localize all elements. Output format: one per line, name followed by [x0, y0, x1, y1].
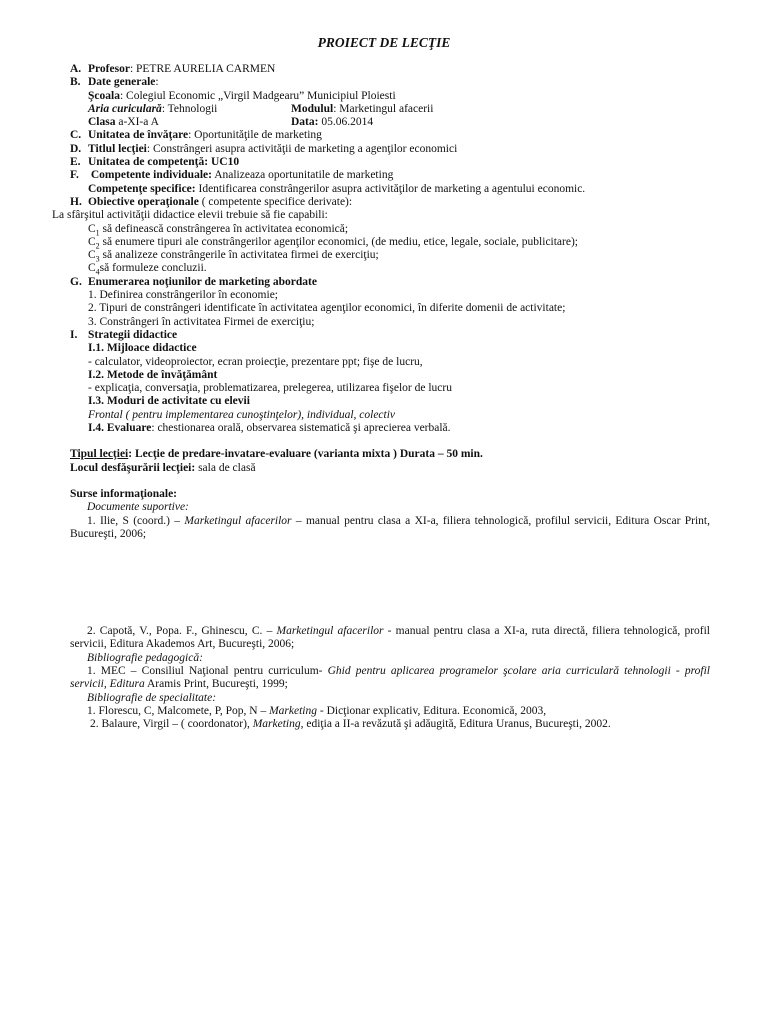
section-c-learning-unit: C. Unitatea de învăţare: Oportunităţile de marketing [70, 129, 322, 142]
objective-item: $C_1$ să definească constrângerea în activitatea economică; [88, 222, 349, 237]
section-f-competences: F. Competente individuale: Analizeaza oportunitatile de marketing [70, 169, 394, 182]
school-line: Şcoala: Colegiul Economic „Virgil Madgearu” Municipiul Ploiesti [88, 89, 396, 102]
section-g-concepts: G. Enumerarea noţiunilor de marketing abordate [70, 275, 317, 288]
objective-item: $C_4să$ formuleze concluzii. [88, 262, 207, 277]
section-i-strategies: I. Strategii didactice [70, 328, 178, 341]
lesson-type: Tipul lecţiei: Lecţie de predare-invatare-evaluare (varianta mixta ) Durata – 50 min. [70, 448, 483, 461]
objective-item: $C_2$ să enumere tipuri ale constrângerilor agenţilor economici, (de mediu, etice, legale, sociale, publicitare); [88, 235, 578, 251]
teaching-methods-heading: I.2. Metode de învăţământ [88, 368, 218, 381]
section-h-objectives: H. Obiective operaţionale ( competente specifice derivate): [70, 195, 353, 208]
support-document-item: 1. Ilie, S (coord.) – Marketingul afacerilor – manual pentru clasa a XI-a, filiera tehnologică, profilul servicii, Editura Oscar Print, Bucureşti, 2006; [70, 514, 710, 540]
teaching-aids-list: - calculator, videoproiector, ecran proiecţie, prezentare ppt; fişe de lucru, [88, 355, 423, 368]
section-e-competence-unit: E. Unitatea de competenţă: UC10 [70, 156, 240, 169]
concept-item: 1. Definirea constrângerilor în economie; [88, 289, 278, 302]
class-date-line: Clasa a-XI-a A Data: 05.06.2014 [88, 116, 374, 129]
activity-modes-list: Frontal ( pentru implementarea cunoştinţelor), individual, colectiv [88, 408, 396, 421]
activity-modes-heading: I.3. Moduri de activitate cu elevii [88, 395, 250, 408]
lesson-location: Locul desfăşurării lecţiei: sala de clasă [70, 461, 256, 474]
page-title: PROIECT DE LECŢIE [317, 35, 451, 50]
section-d-lesson-title: D. Titlul lecţiei: Constrângeri asupra activităţii de marketing a agenţilor economici [70, 142, 458, 155]
specific-competences: Competenţe specifice: Identificarea constrângerilor asupra activităţilor de marketing a agentului economic. [88, 182, 586, 195]
area-module-line: Aria curiculară: Tehnologii Modulul: Marketingul afacerii [88, 102, 434, 115]
support-documents-heading: Documente suportive: [87, 501, 189, 514]
concept-item: 3. Constrângeri în activitatea Firmei de exerciţiu; [88, 315, 315, 328]
concept-item: 2. Tipuri de constrângeri identificate în activitatea agenţilor economici, în diferite domenii de activitate; [88, 302, 566, 315]
objectives-intro: La sfârşitul activităţii didactice elevii trebuie să fie capabili: [52, 209, 328, 222]
pedagogical-bibliography-heading: Bibliografie pedagogică: [87, 651, 203, 664]
module-field: Modulul: Marketingul afacerii [291, 102, 434, 115]
date-field: Data: 05.06.2014 [291, 116, 374, 129]
teaching-methods-list: - explicaţia, conversaţia, problematizarea, prelegerea, utilizarea fişelor de lucru [88, 382, 452, 395]
specialty-bibliography-item: 1. Florescu, C, Malcomete, P, Pop, N – Marketing - Dicţionar explicativ, Editura. Economică, 2003, [87, 704, 547, 717]
section-a-professor: A. Profesor: PETRE AURELIA CARMEN [70, 63, 276, 75]
support-document-item: 2. Capotă, V., Popa. F., Ghinescu, C. – Marketingul afacerilor - manual pentru clasa a XI-a, ruta directă, filiera tehnologică, profil servicii, Editura Akademos Art, Bucureşti, 2006; [70, 625, 710, 651]
teaching-aids-heading: I.1. Mijloace didactice [88, 342, 197, 355]
sources-heading: Surse informaţionale: [70, 487, 178, 500]
specialty-bibliography-item: 2. Balaure, Virgil – ( coordonator), Marketing, ediţia a II-a revăzută şi adăugită, Editura Uranus, Bucureşti, 2002. [90, 718, 611, 731]
objective-item: $C_3$ să analizeze constrângerile în activitatea firmei de exerciţiu; [88, 249, 379, 264]
pedagogical-bibliography-item: 1. MEC – Consiliul Naţional pentru curriculum- Ghid pentru aplicarea programelor şcolare aria curriculară tehnologii - profil servicii, Editura Aramis Print, Bucureşti, 1999; [70, 664, 711, 691]
specialty-bibliography-heading: Bibliografie de specialitate: [87, 691, 217, 704]
section-b-general-data: B. Date generale: [70, 76, 159, 89]
evaluation-line: I.4. Evaluare: chestionarea orală, observarea sistematică şi aprecierea verbală. [88, 422, 451, 435]
lesson-plan-body [52, 63, 711, 731]
